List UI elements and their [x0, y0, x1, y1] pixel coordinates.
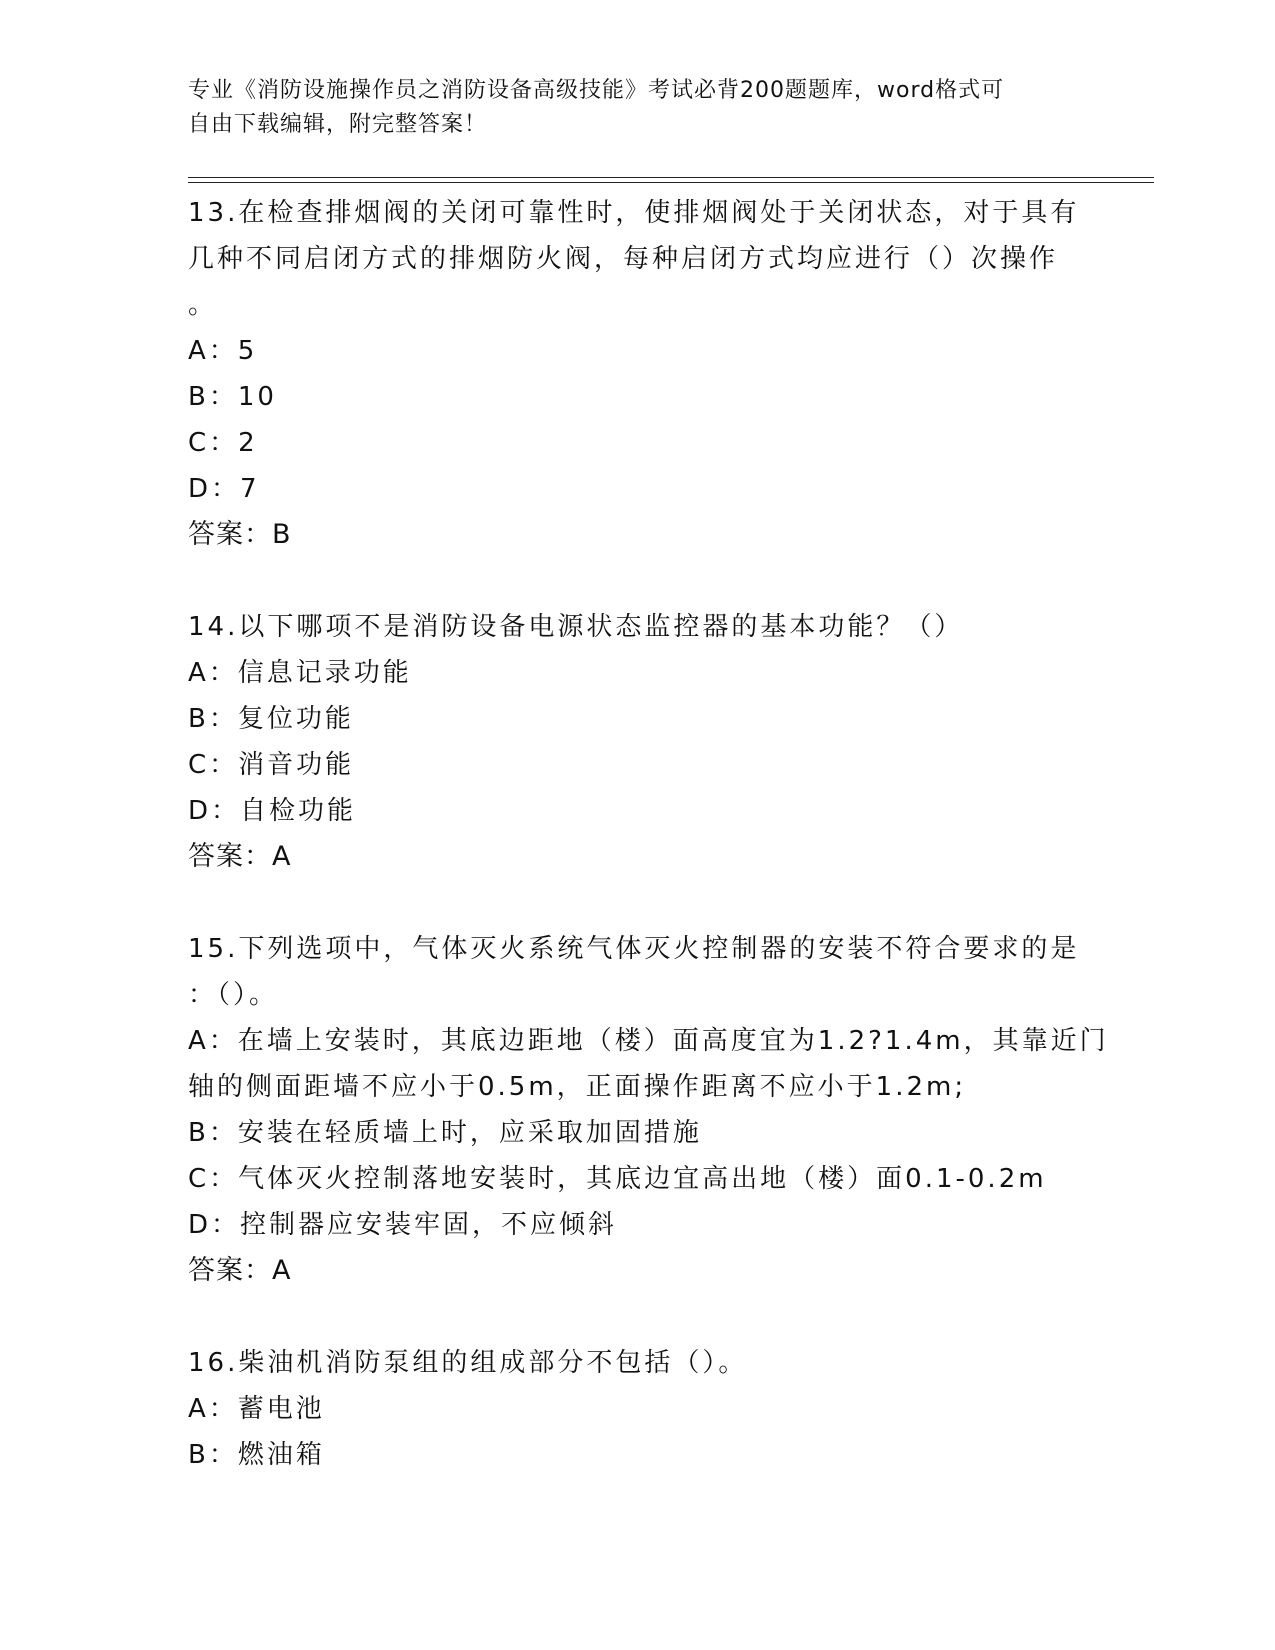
answer-option — [188, 1018, 1109, 1110]
answer-option — [188, 1202, 1088, 1248]
question-stem-line: 几种不同启闭方式的排烟防火阀，每种启闭方式均应进行（）次操作 — [188, 244, 1059, 274]
answer-option-text: D：7 — [188, 474, 260, 504]
header-divider-bottom — [188, 182, 1154, 183]
answer-option — [188, 1156, 1088, 1202]
answer-option-text: C：气体灭火控制落地安装时，其底边宜高出地（楼）面0.1-0.2m — [188, 1164, 1047, 1194]
answer-option — [188, 1110, 1088, 1156]
answer-option — [188, 1386, 1088, 1432]
question-block — [188, 604, 1088, 926]
answer-option-text: C：2 — [188, 428, 258, 458]
question-list — [188, 190, 1109, 1478]
answer-option — [188, 1432, 1088, 1478]
question-block — [188, 190, 1088, 604]
answer-option — [188, 374, 1088, 420]
question-stem-line: 15.下列选项中，气体灭火系统气体灭火控制器的安装不符合要求的是 — [188, 934, 1080, 964]
answer-option — [188, 696, 1088, 742]
question-stem — [188, 1340, 1088, 1386]
question-stem-line: 16.柴油机消防泵组的组成部分不包括（）。 — [188, 1348, 748, 1378]
answer-option — [188, 650, 1088, 696]
answer-option — [188, 466, 1088, 512]
question-stem-line: 。 — [188, 290, 218, 320]
answer-option-text: A：信息记录功能 — [188, 658, 412, 688]
answer-option-text: B：复位功能 — [188, 704, 354, 734]
answer-option-text: B：安装在轻质墙上时，应采取加固措施 — [188, 1118, 702, 1148]
question-stem — [188, 190, 1088, 328]
answer-option-text: C：消音功能 — [188, 750, 355, 780]
answer-option — [188, 742, 1088, 788]
answer-option — [188, 420, 1088, 466]
header-divider-top — [188, 177, 1154, 178]
header-line-1: 专业《消防设施操作员之消防设备高级技能》考试必背200题题库，word格式可 — [188, 78, 1005, 103]
answer-option-text: B：10 — [188, 382, 277, 412]
answer-option-text: A：5 — [188, 336, 258, 366]
answer-key: 答案：B — [188, 519, 292, 550]
question-stem-line: 13.在检查排烟阀的关闭可靠性时，使排烟阀处于关闭状态，对于具有 — [188, 198, 1080, 228]
question-spacer — [188, 558, 1088, 604]
question-block — [188, 1340, 1088, 1478]
answer-option-text: B：燃油箱 — [188, 1440, 325, 1470]
question-stem-line: ：（）。 — [188, 980, 279, 1010]
question-spacer — [188, 1294, 1088, 1340]
question-stem — [188, 926, 1088, 1018]
question-spacer — [188, 880, 1088, 926]
document-header — [188, 74, 1088, 142]
question-stem-line: 14.以下哪项不是消防设备电源状态监控器的基本功能？（） — [188, 612, 964, 642]
answer-option-text: A：蓄电池 — [188, 1394, 325, 1424]
answer-option-text: A：在墙上安装时，其底边距地（楼）面高度宜为1.2?1.4m，其靠近门 — [188, 1026, 1109, 1056]
answer-option — [188, 328, 1088, 374]
answer-option — [188, 788, 1088, 834]
answer-key: 答案：A — [188, 1255, 292, 1286]
answer-option-text: 轴的侧面距墙不应小于0.5m，正面操作距离不应小于1.2m; — [188, 1072, 967, 1102]
answer-key: 答案：A — [188, 841, 292, 872]
question-stem — [188, 604, 1088, 650]
answer-option-text: D：控制器应安装牢固，不应倾斜 — [188, 1210, 618, 1240]
question-block — [188, 926, 1109, 1340]
answer-option-text: D：自检功能 — [188, 796, 357, 826]
header-line-2: 自由下载编辑，附完整答案！ — [188, 112, 488, 137]
